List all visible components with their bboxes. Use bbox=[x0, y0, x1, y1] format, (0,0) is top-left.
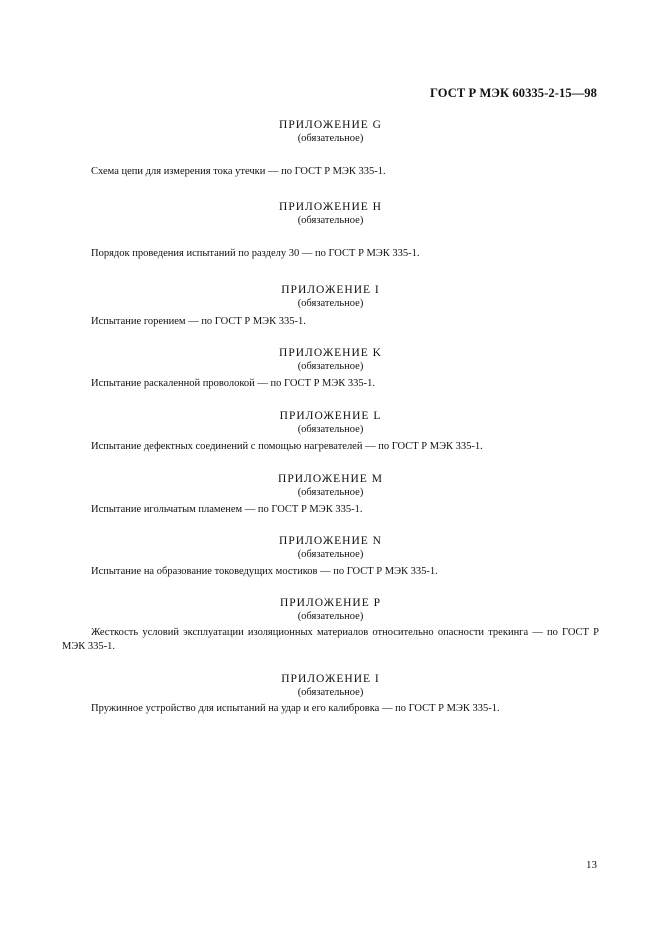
annex-title: ПРИЛОЖЕНИЕ N bbox=[279, 535, 382, 547]
annex-l-text: Испытание дефектных соединений с помощью нагревателей — по ГОСТ Р МЭК 335-1. bbox=[91, 441, 483, 452]
page-number: 13 bbox=[586, 859, 597, 871]
annex-status: (обязательное) bbox=[297, 549, 364, 560]
annex-g-text: Схема цепи для измерения тока утечки — по ГОСТ Р МЭК 335-1. bbox=[91, 166, 386, 177]
annex-n-heading bbox=[0, 534, 661, 561]
annex-m-heading bbox=[0, 472, 661, 499]
annex-k-heading bbox=[0, 346, 661, 373]
annex-title: ПРИЛОЖЕНИЕ K bbox=[279, 347, 382, 359]
annex-p-text: Жесткость условий эксплуатации изоляционных материалов относительно опасности трекинга — по ГОСТ Р МЭК 335-1. bbox=[62, 627, 599, 652]
annex-status: (обязательное) bbox=[297, 215, 364, 226]
annex-status: (обязательное) bbox=[297, 361, 364, 372]
annex-i2-heading bbox=[0, 672, 661, 699]
annex-m-text: Испытание игольчатым пламенем — по ГОСТ Р МЭК 335-1. bbox=[91, 504, 363, 515]
annex-n-text: Испытание на образование токоведущих мостиков — по ГОСТ Р МЭК 335-1. bbox=[91, 566, 438, 577]
annex-title: ПРИЛОЖЕНИЕ I bbox=[281, 284, 380, 296]
annex-i-text: Испытание горением — по ГОСТ Р МЭК 335-1. bbox=[91, 316, 306, 327]
annex-p-heading bbox=[0, 596, 661, 623]
annex-status: (обязательное) bbox=[297, 298, 364, 309]
annex-l-heading bbox=[0, 409, 661, 436]
annex-title: ПРИЛОЖЕНИЕ H bbox=[279, 201, 382, 213]
annex-status: (обязательное) bbox=[297, 611, 364, 622]
annex-title: ПРИЛОЖЕНИЕ G bbox=[279, 119, 382, 131]
annex-k-text: Испытание раскаленной проволокой — по ГОСТ Р МЭК 335-1. bbox=[91, 378, 376, 389]
annex-h-text: Порядок проведения испытаний по разделу 30 — по ГОСТ Р МЭК 335-1. bbox=[91, 248, 420, 259]
annex-g-heading bbox=[0, 118, 661, 145]
annex-i2-text: Пружинное устройство для испытаний на удар и его калибровка — по ГОСТ Р МЭК 335-1. bbox=[91, 703, 500, 714]
annex-title: ПРИЛОЖЕНИЕ L bbox=[279, 410, 382, 422]
annex-status: (обязательное) bbox=[297, 424, 364, 435]
annex-title: ПРИЛОЖЕНИЕ I bbox=[281, 673, 380, 685]
annex-title: ПРИЛОЖЕНИЕ M bbox=[278, 473, 383, 485]
annex-status: (обязательное) bbox=[297, 133, 364, 144]
annex-status: (обязательное) bbox=[297, 487, 364, 498]
annex-h-heading bbox=[0, 200, 661, 227]
document-header: ГОСТ Р МЭК 60335-2-15—98 bbox=[430, 86, 597, 100]
annex-title: ПРИЛОЖЕНИЕ P bbox=[279, 597, 382, 609]
annex-status: (обязательное) bbox=[297, 687, 364, 698]
annex-i-heading bbox=[0, 283, 661, 310]
